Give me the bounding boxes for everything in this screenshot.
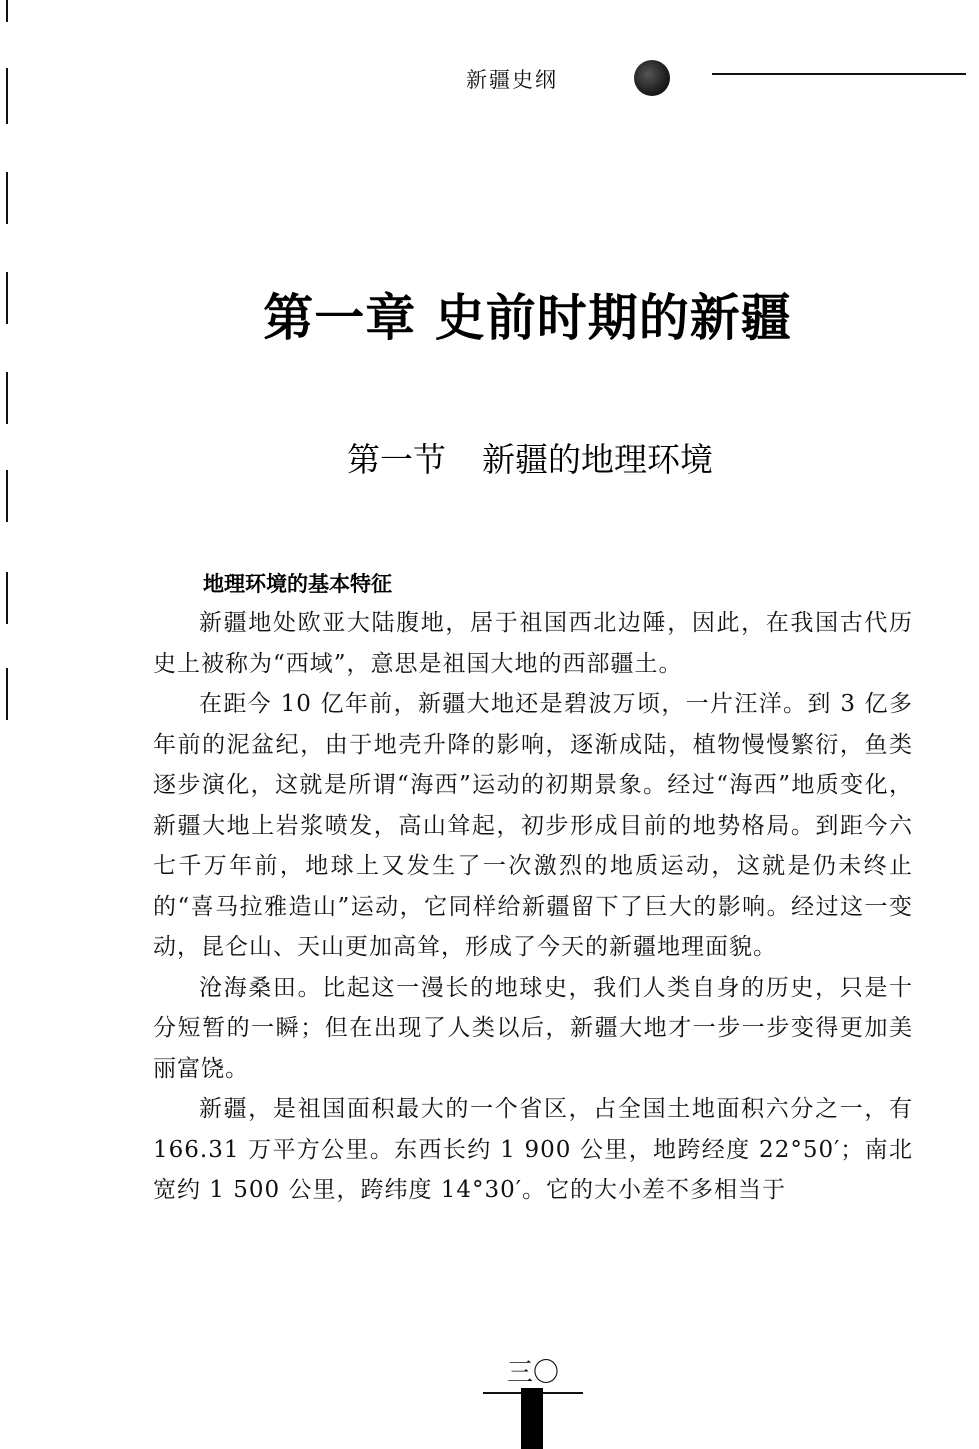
edge-mark bbox=[6, 68, 8, 124]
edge-mark bbox=[6, 572, 8, 624]
edge-mark bbox=[6, 668, 8, 720]
paragraph: 新疆地处欧亚大陆腹地，居于祖国西北边陲，因此，在我国古代历史上被称为“西域”，意思是祖国大地的西部疆土。 bbox=[153, 610, 913, 677]
paragraph: 沧海桑田。比起这一漫长的地球史，我们人类自身的历史，只是十分短暂的一瞬；但在出现了人类以后，新疆大地才一步一步变得更加美丽富饶。 bbox=[153, 974, 913, 1082]
running-title: 新疆史纲 bbox=[466, 68, 558, 92]
running-header bbox=[466, 60, 966, 96]
page-number: 三〇 bbox=[483, 1358, 583, 1394]
section-title bbox=[0, 434, 979, 481]
subheading: 地理环境的基本特征 bbox=[203, 572, 392, 596]
section-number: 第一节 bbox=[347, 440, 446, 479]
header-emblem-icon bbox=[634, 60, 670, 96]
page-number-bar bbox=[521, 1388, 543, 1449]
edge-mark bbox=[6, 372, 8, 424]
chapter-title: 第一章 史前时期的新疆 bbox=[263, 288, 792, 347]
section-name: 新疆的地理环境 bbox=[482, 440, 713, 479]
paragraph: 在距今 10 亿年前，新疆大地还是碧波万顷，一片汪洋。到 3 亿多年前的泥盆纪，由于地壳升降的影响，逐渐成陆，植物慢慢繁衍，鱼类逐步演化，这就是所谓“海西”运动的初期景象。经过“海西”地质变化，新疆大地上岩浆喷发，高山耸起，初步形成目前的地势格局。到距今六七千万年前，地球上又发生了一次激烈的地质运动，这就是仍未终止的“喜马拉雅造山”运动，它同样给新疆留下了巨大的影响。经过这一变动，昆仑山、天山更加高耸，形成了今天的新疆地理面貌。 bbox=[153, 691, 913, 960]
header-rule bbox=[712, 73, 966, 75]
body-text bbox=[153, 603, 913, 1211]
edge-mark bbox=[6, 172, 8, 224]
paragraph: 新疆，是祖国面积最大的一个省区，占全国土地面积六分之一，有 166.31 万平方公里。东西长约 1 900 公里，地跨经度 22°50′；南北宽约 1 500 公里，跨纬度 14°30′。它的大小差不多相当于 bbox=[153, 1096, 913, 1203]
edge-mark bbox=[6, 0, 8, 22]
